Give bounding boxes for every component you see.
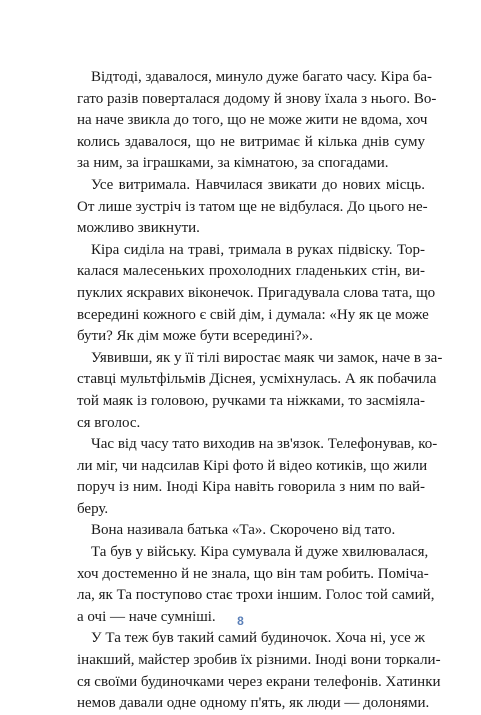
text-line: бути? Як дім може бути всередині?».	[77, 328, 313, 345]
paragraph	[77, 434, 438, 520]
text-line: У Та теж був такий самий будиночок. Хоча ні, усе ж	[91, 630, 425, 647]
paragraph	[77, 348, 443, 434]
text-line: Кіра сиділа на траві, тримала в руках підвіску. Тор-	[91, 241, 425, 258]
text-line: Усе витримала. Навчилася звикати до нових місць.	[91, 176, 425, 193]
text-line: ли міг, чи надсилав Кірі фото й відео котиків, що жили	[77, 457, 428, 474]
paragraph	[77, 628, 441, 714]
text-line: гато разів поверталася додому й знову їхала з нього. Во-	[77, 90, 437, 107]
page-number: 8	[237, 614, 244, 628]
text-line: поруч із ним. Іноді Кіра навіть говорила з ним по вай-	[77, 479, 425, 496]
text-line: немов давали одне одному п'ять, як люди — долонями.	[77, 695, 430, 712]
text-line: Відтоді, здавалося, минуло дуже багато часу. Кіра ба-	[91, 69, 433, 85]
text-line: ся своїми будиночками через екрани телефонів. Хатинки	[77, 673, 441, 690]
text-line: пуклих яскравих віконечок. Пригадувала слова тата, що	[77, 284, 436, 301]
text-line: хоч достеменно й не знала, що він там робить. Поміча-	[77, 565, 429, 582]
text-line: всередині кожного є свій дім, і думала: «Ну як це може	[77, 306, 429, 323]
paragraph	[77, 175, 428, 240]
paragraph	[77, 240, 436, 348]
text-line: на наче звикла до того, що не може жити не вдома, хоч	[77, 112, 428, 129]
text-line: той маяк із головою, ручками та ніжками, то засміяла-	[77, 392, 425, 409]
paragraph	[77, 520, 425, 542]
text-line: Час від часу тато виходив на зв'язок. Телефонував, ко-	[91, 436, 438, 453]
text-line: ла, як Та поступово стає трохи іншим. Голос той самий,	[77, 587, 435, 604]
text-line: калася малесеньких прохолодних гладеньких стін, ви-	[77, 263, 425, 280]
text-line: Вона називала батька «Та». Скорочено від тато.	[91, 522, 396, 539]
text-line: ставці мультфільмів Діснея, усміхнулась. А як побачила	[77, 371, 437, 388]
text-line: Уявивши, як у її тілі виростає маяк чи замок, наче в за-	[91, 349, 443, 366]
text-line: колись здавалося, що не витримає й кілька днів суму	[77, 133, 425, 150]
text-line: Та був у війську. Кіра сумувала й дуже хвилювалася,	[91, 544, 429, 561]
text-line: беру.	[77, 500, 109, 517]
text-line: можливо звикнути.	[77, 220, 200, 237]
text-line: ся вголос.	[77, 414, 141, 431]
text-line: От лише зустріч із татом ще не відбулася. До цього не-	[77, 198, 428, 215]
text-line: інакший, майстер зробив їх різними. Іноді вони торкали-	[77, 652, 441, 669]
text-line: а очі — наче сумніші.	[77, 608, 216, 625]
text-line: за ним, за іграшками, за кімнатою, за спогадами.	[77, 155, 389, 172]
paragraph	[77, 67, 437, 175]
